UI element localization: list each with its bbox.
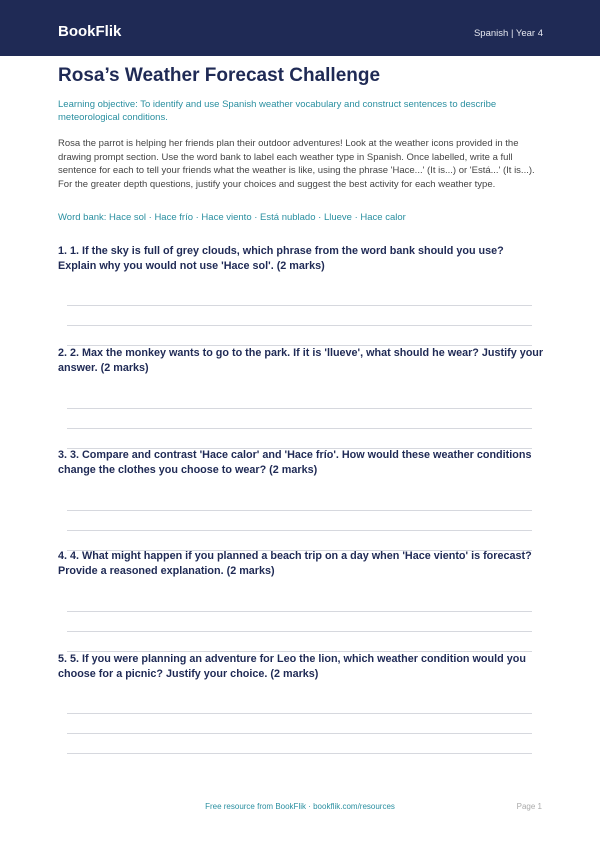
answer-line[interactable] bbox=[67, 713, 532, 714]
page-header bbox=[0, 0, 600, 56]
answer-line[interactable] bbox=[67, 325, 532, 326]
answer-line[interactable] bbox=[67, 733, 532, 734]
answer-line[interactable] bbox=[67, 753, 532, 754]
answer-line[interactable] bbox=[67, 428, 532, 429]
question-1: 1. 1. If the sky is full of grey clouds, which phrase from the word bank should you use? Explain why you would not use 'Hace sol'. (2 marks) bbox=[58, 245, 504, 272]
answer-line[interactable] bbox=[67, 530, 532, 531]
question-4: 4. 4. What might happen if you planned a beach trip on a day when 'Hace viento' is forecast? Provide a reasoned explanation. (2 marks) bbox=[58, 550, 532, 577]
question-2: 2. 2. Max the monkey wants to go to the park. If it is 'llueve', what should he wear? Justify your answer. (2 marks) bbox=[58, 347, 544, 374]
intro-paragraph: Rosa the parrot is helping her friends plan their outdoor adventures! Look at the weather icons provided in the drawing prompt section. Use the word bank to label each weather type in Spanish. Once labelled, write a full sentence for each to tell your friends what the weather is like, using the phrase 'Hace...' (It is...) or 'Está...' (It is...). For the greater depth questions, justify your choices and suggest the best activity for each weather type. bbox=[58, 138, 535, 190]
page-number: Page 1 bbox=[516, 802, 542, 811]
answer-line[interactable] bbox=[67, 408, 532, 409]
answer-line[interactable] bbox=[67, 611, 532, 612]
answer-line[interactable] bbox=[67, 631, 532, 632]
worksheet-title: Rosa’s Weather Forecast Challenge bbox=[58, 65, 381, 86]
footer-resource-link[interactable]: Free resource from BookFlik · bookflik.com/resources bbox=[205, 802, 395, 811]
subject-year-label: Spanish | Year 4 bbox=[473, 28, 543, 39]
word-bank: Word bank: Hace sol · Hace frío · Hace viento · Está nublado · Llueve · Hace calor bbox=[58, 212, 406, 223]
question-3: 3. 3. Compare and contrast 'Hace calor' and 'Hace frío'. How would these weather conditions change the clothes you choose to wear? (2 marks) bbox=[58, 449, 532, 476]
brand-logo[interactable]: BookFlik bbox=[58, 23, 122, 40]
answer-line[interactable] bbox=[67, 510, 532, 511]
answer-line[interactable] bbox=[67, 305, 532, 306]
learning-objective: Learning objective: To identify and use Spanish weather vocabulary and construct sentences to describe meteorological conditions. bbox=[58, 99, 497, 123]
question-5: 5. 5. If you were planning an adventure for Leo the lion, which weather condition would you choose for a picnic? Justify your choice. (2 marks) bbox=[58, 653, 526, 680]
